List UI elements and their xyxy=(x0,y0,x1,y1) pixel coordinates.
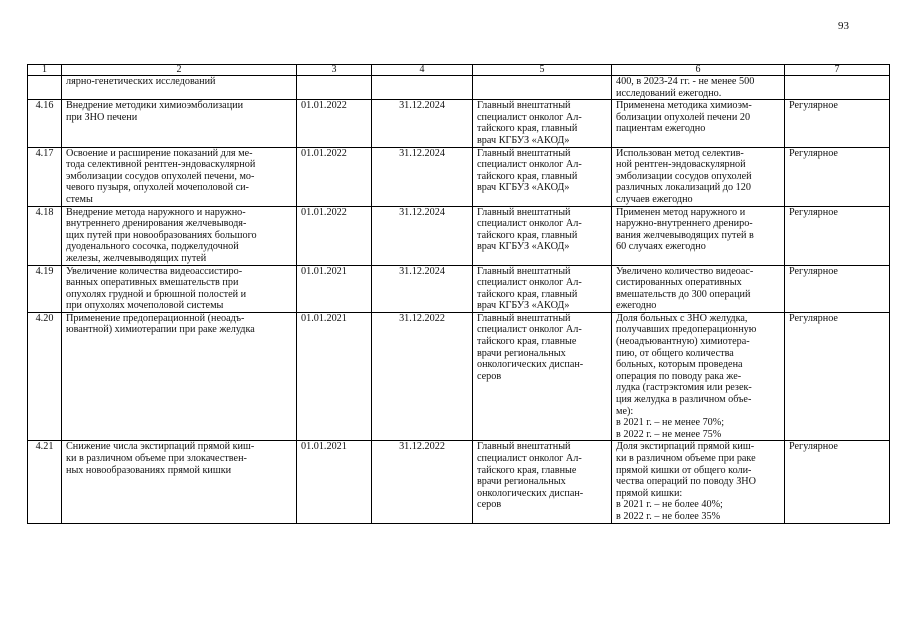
responsible-person: Главный внештатный специалист онколог Ал- тайского края, главные врачи региональных онкологических диспан- серов xyxy=(473,441,612,523)
end-date: 31.12.2024 xyxy=(372,206,473,265)
measure-name: Освоение и расширение показаний для ме- тода селективной рентген-эндоваскулярной эмболизации сосудов опухолей печени, мо- чевого пузыря, опухолей мочеполовой си- стемы xyxy=(62,147,297,206)
measure-type: Регулярное xyxy=(785,312,890,441)
start-date: 01.01.2021 xyxy=(297,441,372,523)
responsible-person: Главный внештатный специалист онколог Ал- тайского края, главный врач КГБУЗ «АКОД» xyxy=(473,147,612,206)
column-number: 2 xyxy=(62,65,297,76)
column-number: 4 xyxy=(372,65,473,76)
measure-type: Регулярное xyxy=(785,100,890,147)
row-number: 4.18 xyxy=(28,206,62,265)
measure-name: Применение предоперационной (неоадъ- ювантной) химиотерапии при раке желудка xyxy=(62,312,297,441)
result-indicator: Доля больных с ЗНО желудка, получавших предоперационную (неоадъювантную) химиотера- пию, от общего количества больных, которым проведена операция по поводу рака же- лудка (гастрэктомия или резек- ция желудка в различном объе- ме): в 2021 г. – не менее 70%; в 2022 г. – не менее 75% xyxy=(612,312,785,441)
table-row xyxy=(28,312,890,441)
column-number: 7 xyxy=(785,65,890,76)
responsible-person: Главный внештатный специалист онколог Ал- тайского края, главный врач КГБУЗ «АКОД» xyxy=(473,206,612,265)
result-indicator: Доля экстирпаций прямой киш- ки в различном объеме при раке прямой кишки от общего коли- чества операций по поводу ЗНО прямой кишки: в 2021 г. – не более 40%; в 2022 г. – не более 35% xyxy=(612,441,785,523)
result-indicator: Использован метод селектив- ной рентген-эндоваскулярной эмболизации сосудов опухолей различных локализаций до 120 случаев ежегодно xyxy=(612,147,785,206)
row-number: 4.16 xyxy=(28,100,62,147)
end-date: 31.12.2024 xyxy=(372,265,473,312)
start-date: 01.01.2022 xyxy=(297,147,372,206)
table-row xyxy=(28,265,890,312)
measures-table xyxy=(27,64,890,524)
column-number-row xyxy=(28,65,890,76)
table-row xyxy=(28,206,890,265)
start-date: 01.01.2021 xyxy=(297,312,372,441)
start-date: 01.01.2022 xyxy=(297,206,372,265)
end-date: 31.12.2024 xyxy=(372,100,473,147)
result-indicator: Применена методика химиоэм- болизации опухолей печени 20 пациентам ежегодно xyxy=(612,100,785,147)
table-row xyxy=(28,76,890,100)
measure-name: Внедрение методики химиоэмболизации при ЗНО печени xyxy=(62,100,297,147)
row-number: 4.17 xyxy=(28,147,62,206)
result-indicator: 400, в 2023-24 гг. - не менее 500 исследований ежегодно. xyxy=(612,76,785,100)
responsible-person: Главный внештатный специалист онколог Ал- тайского края, главные врачи региональных онкологических диспан- серов xyxy=(473,312,612,441)
table-row xyxy=(28,147,890,206)
responsible-person: Главный внештатный специалист онколог Ал- тайского края, главный врач КГБУЗ «АКОД» xyxy=(473,100,612,147)
column-number: 6 xyxy=(612,65,785,76)
start-date: 01.01.2022 xyxy=(297,100,372,147)
measure-type: Регулярное xyxy=(785,147,890,206)
measure-type: Регулярное xyxy=(785,441,890,523)
measure-type: Регулярное xyxy=(785,265,890,312)
column-number: 3 xyxy=(297,65,372,76)
measure-type xyxy=(785,76,890,100)
start-date: 01.01.2021 xyxy=(297,265,372,312)
measure-name: Увеличение количества видеоассистиро- ванных оперативных вмешательств при опухолях грудной и брюшной полостей и при опухолях мочеполовой системы xyxy=(62,265,297,312)
responsible-person xyxy=(473,76,612,100)
measure-name: Снижение числа экстирпаций прямой киш- ки в различном объеме при злокачествен- ных новообразованиях прямой кишки xyxy=(62,441,297,523)
table-row xyxy=(28,100,890,147)
row-number: 4.21 xyxy=(28,441,62,523)
table-row xyxy=(28,441,890,523)
row-number: 4.19 xyxy=(28,265,62,312)
measure-type: Регулярное xyxy=(785,206,890,265)
page-number: 93 xyxy=(838,20,849,32)
result-indicator: Применен метод наружного и наружно-внутреннего дрениро- вания желчевыводящих путей в 60 случаях ежегодно xyxy=(612,206,785,265)
measure-name: Внедрение метода наружного и наружно- внутреннего дренирования желчевыводя- щих путей при новообразованиях большого дуоденального сосочка, поджелудочной железы, желчевыводящих путей xyxy=(62,206,297,265)
result-indicator: Увеличено количество видеоас- систированных оперативных вмешательств до 300 операций ежегодно xyxy=(612,265,785,312)
end-date xyxy=(372,76,473,100)
start-date xyxy=(297,76,372,100)
responsible-person: Главный внештатный специалист онколог Ал- тайского края, главный врач КГБУЗ «АКОД» xyxy=(473,265,612,312)
end-date: 31.12.2022 xyxy=(372,441,473,523)
row-number xyxy=(28,76,62,100)
end-date: 31.12.2024 xyxy=(372,147,473,206)
measure-name: лярно-генетических исследований xyxy=(62,76,297,100)
column-number: 1 xyxy=(28,65,62,76)
end-date: 31.12.2022 xyxy=(372,312,473,441)
column-number: 5 xyxy=(473,65,612,76)
row-number: 4.20 xyxy=(28,312,62,441)
